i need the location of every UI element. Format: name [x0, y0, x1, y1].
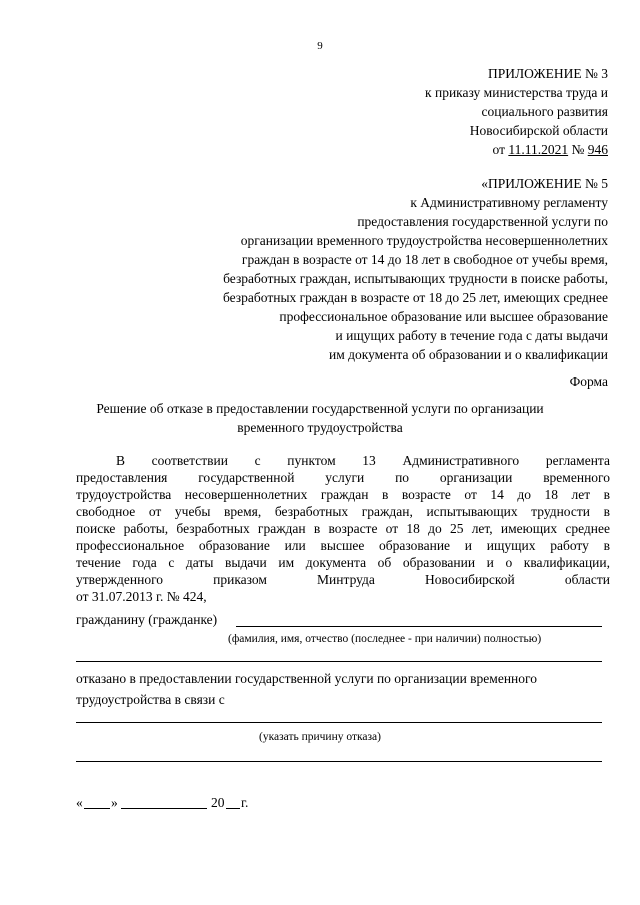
- day-blank[interactable]: [84, 808, 110, 809]
- order-number: 946: [587, 142, 608, 157]
- citizen-name-line[interactable]: [236, 626, 602, 627]
- appendix5-line: безработных граждан, испытывающих трудности в поиске работы,: [223, 271, 608, 286]
- appendix5-line: и ищущих работу в течение года с даты выдачи: [335, 328, 608, 343]
- body-line: течение года с даты выдачи им документа об образовании и о квалификации,: [76, 555, 610, 570]
- year-suffix: г.: [241, 795, 249, 810]
- appendix3-line3: социального развития: [481, 104, 608, 119]
- appendix5-line: «ПРИЛОЖЕНИЕ № 5: [481, 176, 608, 191]
- citizen-label: гражданину (гражданке): [76, 612, 218, 627]
- document-title-line1: Решение об отказе в предоставлении государственной услуги по организации: [96, 401, 544, 416]
- appendix3-line4: Новосибирской области: [469, 123, 608, 138]
- body-line: поиске работы, безработных граждан в возрасте от 18 до 25 лет, имеющих среднее: [76, 521, 610, 536]
- appendix3-title: ПРИЛОЖЕНИЕ № 3: [487, 66, 608, 81]
- date-close-quote: »: [111, 795, 118, 810]
- order-date: 11.11.2021: [508, 142, 569, 157]
- citizen-hint: (фамилия, имя, отчество (последнее - при наличии) полностью): [228, 633, 542, 645]
- date-prefix: от: [492, 142, 509, 157]
- body-line: утвержденного приказом Минтруда Новосибирской области: [76, 572, 610, 587]
- body-last-line: от 31.07.2013 г. № 424,: [76, 589, 207, 604]
- document-title-line2: временного трудоустройства: [237, 420, 403, 435]
- body-line: предоставления государственной услуги по организации временного: [76, 470, 610, 485]
- appendix5-line: предоставления государственной услуги по: [357, 214, 608, 229]
- appendix5-line: граждан в возрасте от 14 до 18 лет в свободное от учебы время,: [241, 252, 608, 267]
- reason-line-2[interactable]: [76, 761, 602, 762]
- appendix5-line: к Административному регламенту: [410, 195, 608, 210]
- number-prefix: №: [568, 142, 588, 157]
- appendix3-date-line: [493, 140, 609, 159]
- appendix5-line: профессиональное образование или высшее образование: [279, 309, 608, 324]
- body-line: трудоустройства несовершеннолетних граждан в возрасте от 14 до 18 лет в: [76, 487, 610, 502]
- refusal-line1: отказано в предоставлении государственной услуги по организации временного: [76, 671, 537, 686]
- body-line: свободное от учебы время, безработных граждан, испытывающих трудности в: [76, 504, 610, 519]
- body-line: профессиональное образование или высшее образование и ищущих работу в: [76, 538, 610, 553]
- refusal-line2: трудоустройства в связи с: [76, 692, 225, 707]
- appendix3-line2: к приказу министерства труда и: [425, 85, 608, 100]
- date-open-quote: «: [76, 795, 83, 810]
- appendix5-line: организации временного трудоустройства несовершеннолетних: [240, 233, 608, 248]
- form-label: Форма: [569, 374, 608, 389]
- year-blank[interactable]: [226, 808, 240, 809]
- year-prefix: 20: [211, 795, 225, 810]
- appendix5-line: им документа об образовании и о квалификации: [328, 347, 608, 362]
- page-number: 9: [317, 40, 323, 52]
- body-line: В соответствии с пунктом 13 Административного регламента: [116, 453, 610, 468]
- reason-line[interactable]: [76, 722, 602, 723]
- appendix5-line: безработных граждан в возрасте от 18 до 25 лет, имеющих среднее: [222, 290, 608, 305]
- month-blank[interactable]: [121, 808, 207, 809]
- reason-hint: (указать причину отказа): [259, 731, 381, 743]
- citizen-name-line-2[interactable]: [76, 661, 602, 662]
